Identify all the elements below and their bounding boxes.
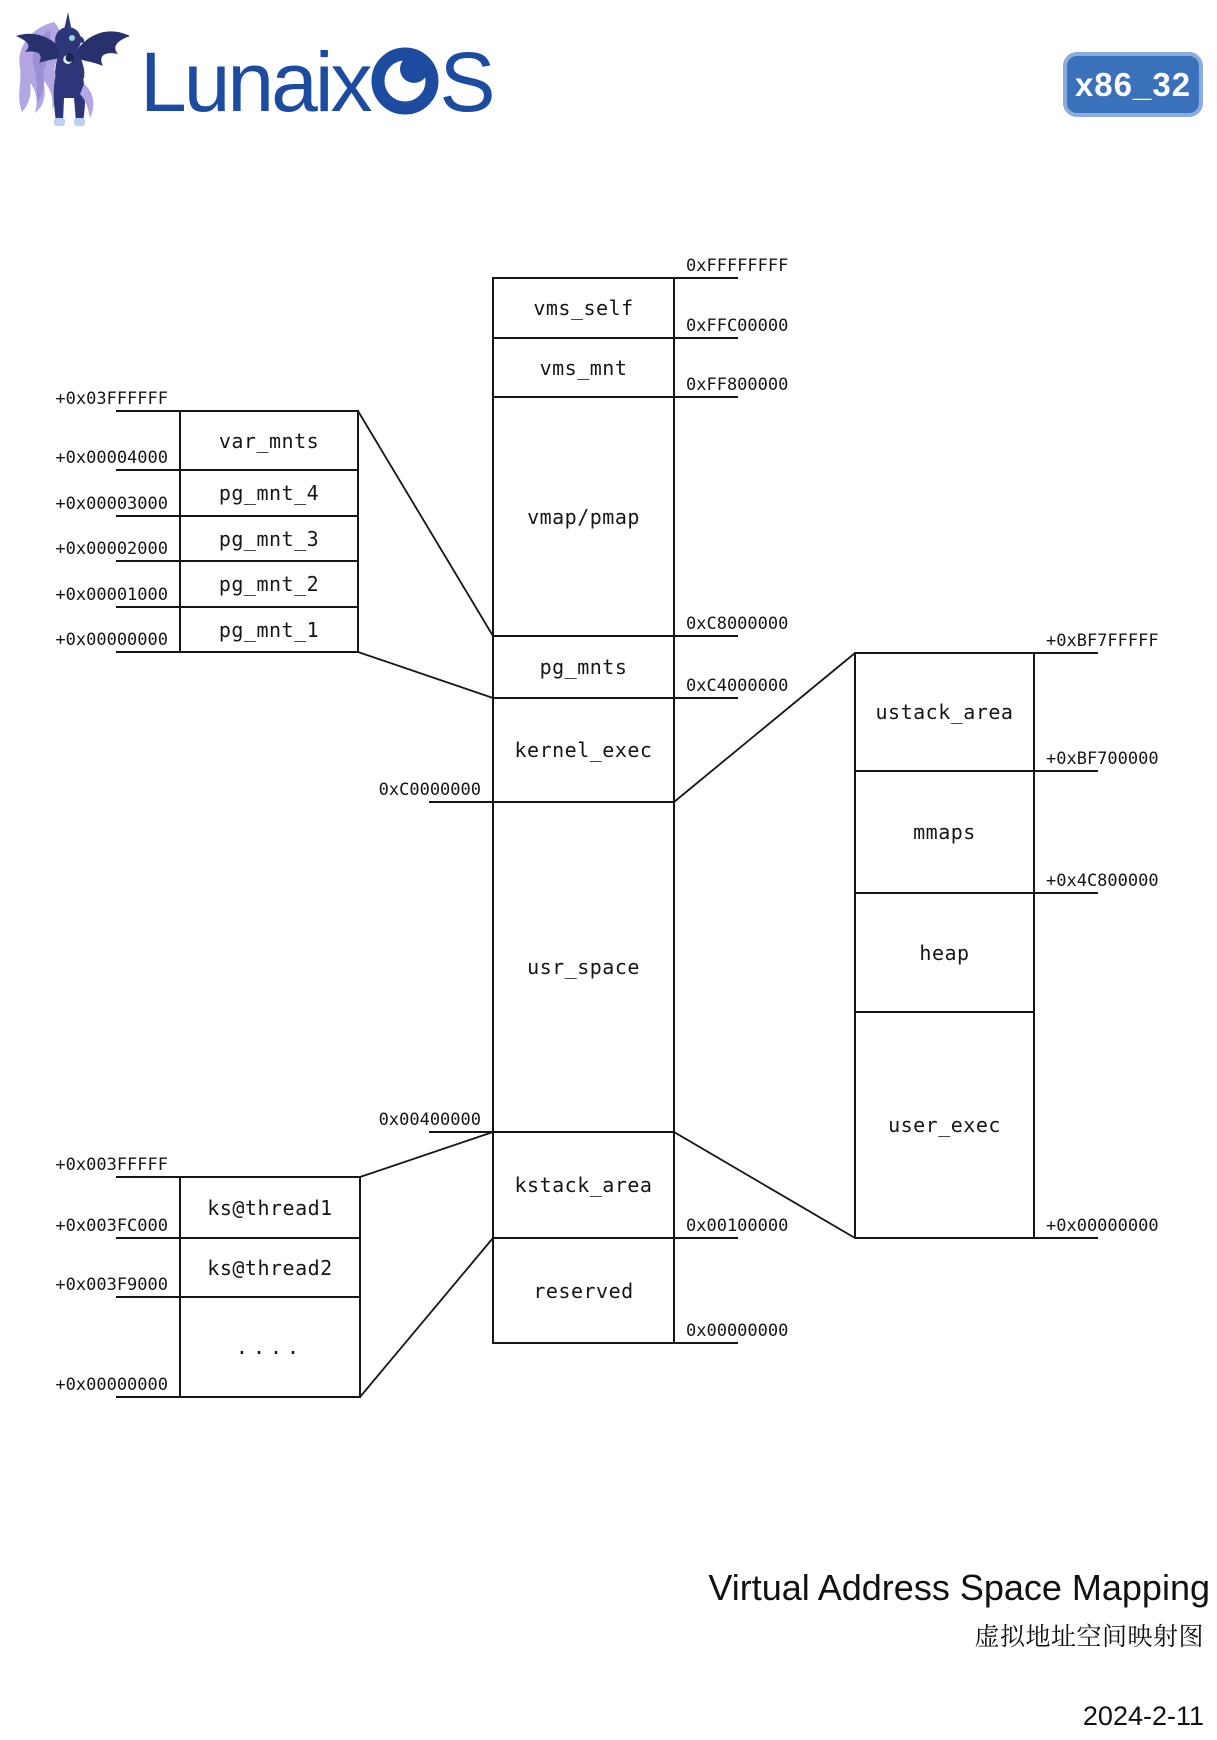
address-0x03ffffff: +0x03FFFFFF (55, 389, 168, 409)
address-tick (672, 1342, 738, 1344)
address-tick (116, 410, 182, 412)
address-tick (1032, 1237, 1098, 1239)
region-usr-space: usr_space (492, 801, 675, 1133)
address-tick (672, 396, 738, 398)
region-vms-self: vms_self (492, 277, 675, 339)
address-0x00000000: +0x00000000 (55, 630, 168, 650)
brand-prefix: Lunaix (140, 35, 370, 129)
address-0xff800000: 0xFF800000 (686, 375, 789, 395)
region-dots: .... (179, 1296, 361, 1398)
address-0x00400000: 0x00400000 (378, 1110, 481, 1130)
address-0x00002000: +0x00002000 (55, 539, 168, 559)
address-tick (1032, 770, 1098, 772)
address-0x003fffff: +0x003FFFFF (55, 1155, 168, 1175)
address-0x00100000: 0x00100000 (686, 1216, 789, 1236)
region-heap: heap (854, 892, 1035, 1013)
address-tick (116, 1176, 182, 1178)
region-reserved: reserved (492, 1237, 675, 1344)
region-pg-mnts: pg_mnts (492, 635, 675, 699)
region-mmaps: mmaps (854, 770, 1035, 894)
address-0x00000000: +0x00000000 (55, 1375, 168, 1395)
address-tick (116, 560, 182, 562)
address-tick (116, 1237, 182, 1239)
address-0x00000000: +0x00000000 (1046, 1216, 1159, 1236)
address-tick (116, 515, 182, 517)
page-subtitle-chinese: 虚拟地址空间映射图 (974, 1622, 1204, 1651)
address-0x4c800000: +0x4C800000 (1046, 871, 1159, 891)
address-0x00001000: +0x00001000 (55, 585, 168, 605)
address-tick (672, 277, 738, 279)
address-tick (429, 1131, 495, 1133)
address-tick (116, 469, 182, 471)
region-ustack-area: ustack_area (854, 652, 1035, 772)
region-pg-mnt-2: pg_mnt_2 (179, 560, 359, 608)
address-tick (672, 337, 738, 339)
region-var-mnts: var_mnts (179, 410, 359, 471)
address-0x003f9000: +0x003F9000 (55, 1275, 168, 1295)
address-tick (116, 606, 182, 608)
address-0x00003000: +0x00003000 (55, 494, 168, 514)
address-tick (116, 1296, 182, 1298)
region-pg-mnt-1: pg_mnt_1 (179, 606, 359, 653)
region-pg-mnt-4: pg_mnt_4 (179, 469, 359, 517)
region-vms-mnt: vms_mnt (492, 337, 675, 398)
address-tick (1032, 892, 1098, 894)
connector-line (360, 1132, 493, 1177)
address-0xffffffff: 0xFFFFFFFF (686, 256, 789, 276)
address-tick (429, 801, 495, 803)
date-label: 2024-2-11 (1082, 1701, 1204, 1731)
address-0x00004000: +0x00004000 (55, 448, 168, 468)
connector-line (358, 652, 493, 698)
address-tick (672, 1237, 738, 1239)
address-tick (672, 635, 738, 637)
address-0xc0000000: 0xC0000000 (378, 780, 481, 800)
region-pg-mnt-3: pg_mnt_3 (179, 515, 359, 562)
brand-suffix: S (439, 35, 493, 129)
address-0x003fc000: +0x003FC000 (55, 1216, 168, 1236)
address-0xbf700000: +0xBF700000 (1046, 749, 1159, 769)
address-0xbf7fffff: +0xBF7FFFFF (1046, 631, 1159, 651)
region-user-exec: user_exec (854, 1011, 1035, 1239)
connector-line (360, 1238, 493, 1397)
address-tick (1032, 652, 1098, 654)
region-ks-thread2: ks@thread2 (179, 1237, 361, 1298)
region-kernel-exec: kernel_exec (492, 697, 675, 803)
region-vmap-pmap: vmap/pmap (492, 396, 675, 637)
address-tick (116, 651, 182, 653)
region-ks-thread1: ks@thread1 (179, 1176, 361, 1239)
address-0xc4000000: 0xC4000000 (686, 676, 789, 696)
arch-badge-label: x86_32 (1074, 65, 1192, 103)
address-0x00000000: 0x00000000 (686, 1321, 789, 1341)
address-tick (672, 697, 738, 699)
region-kstack-area: kstack_area (492, 1131, 675, 1239)
address-0xffc00000: 0xFFC00000 (686, 316, 789, 336)
page-title: Virtual Address Space Mapping (708, 1567, 1210, 1608)
connector-line (358, 411, 493, 636)
address-0xc8000000: 0xC8000000 (686, 614, 789, 634)
address-tick (116, 1396, 182, 1398)
